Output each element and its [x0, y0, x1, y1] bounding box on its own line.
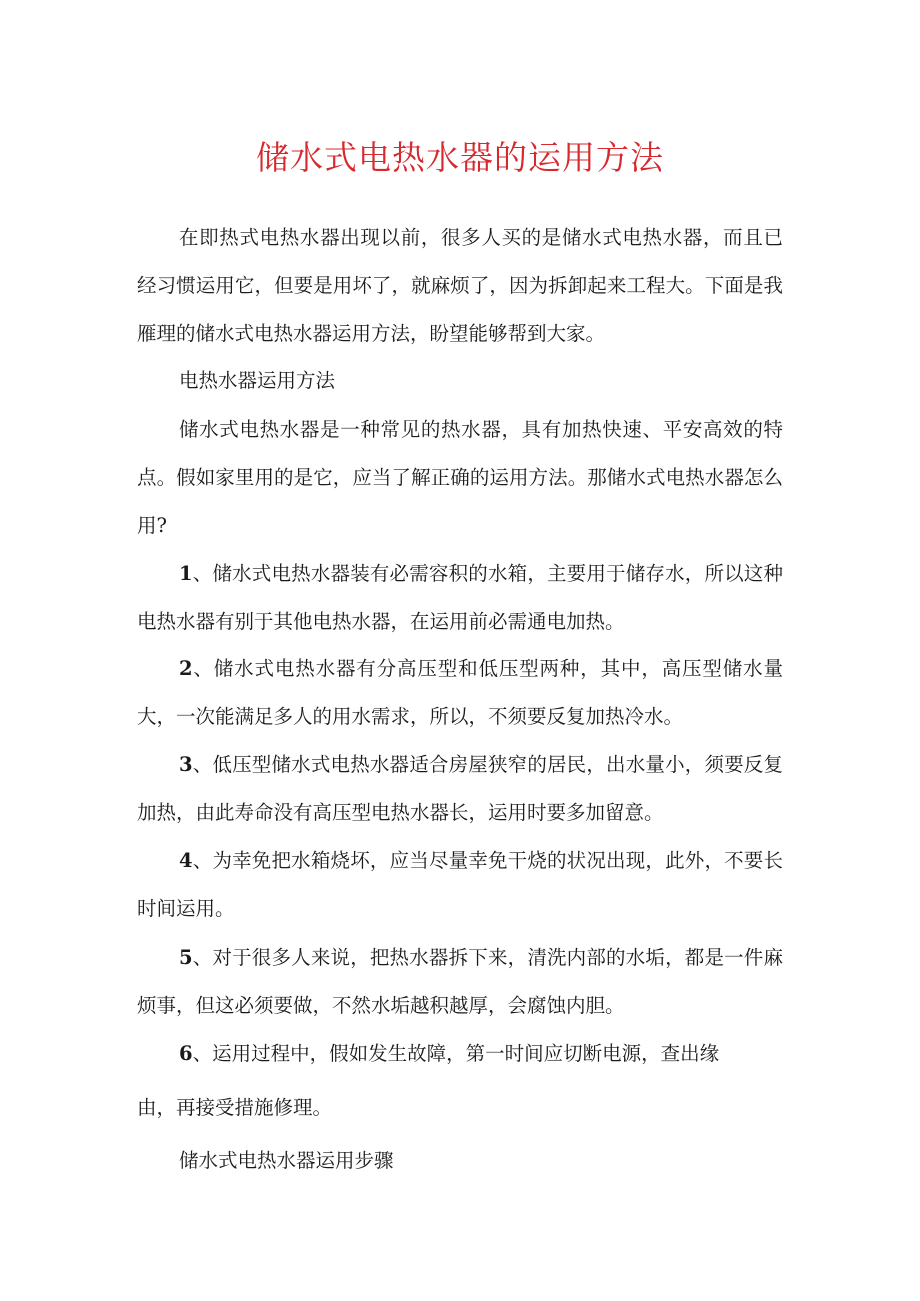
list-item-6-line2: 由，再接受措施修理。: [137, 1096, 333, 1119]
list-item-number: 1: [179, 562, 193, 585]
section-heading-usage: 电热水器运用方法: [179, 369, 336, 392]
list-item-text: 、为幸免把水箱烧坏，应当尽量幸免干烧的状况出现，此外，不要长时间运用。: [137, 849, 783, 920]
document-title: 储水式电热水器的运用方法: [256, 138, 664, 177]
section-heading-steps: 储水式电热水器运用步骤: [179, 1149, 394, 1172]
list-item-number: 2: [179, 657, 193, 680]
section-intro-paragraph: 储水式电热水器是一种常见的热水器，具有加热快速、平安高效的特点。假如家里用的是它，应当了解正确的运用方法。那储水式电热水器怎么用?: [137, 418, 783, 537]
intro-paragraph: 在即热式电热水器出现以前，很多人买的是储水式电热水器，而且已经习惯运用它，但要是用坏了，就麻烦了，因为拆卸起来工程大。下面是我雁理的储水式电热水器运用方法，盼望能够帮到大家。: [137, 226, 783, 345]
list-item-text: 、对于很多人来说，把热水器拆下来，清洗内部的水垢，都是一件麻烦事，但这必须要做，不然水垢越积越厚，会腐蚀内胆。: [137, 946, 783, 1017]
list-item-number: 3: [179, 753, 193, 776]
list-item-5: [137, 934, 783, 1030]
list-item-text: 、储水式电热水器装有必需容积的水箱，主要用于储存水，所以这种电热水器有别于其他电热水器，在运用前必需通电加热。: [137, 562, 783, 633]
list-item-number: 6: [179, 1042, 193, 1065]
list-item-6-line1: [179, 1030, 719, 1078]
list-item-number: 4: [179, 849, 193, 872]
list-item-number: 5: [179, 946, 193, 969]
list-item-text: 、低压型储水式电热水器适合房屋狭窄的居民，出水量小，须要反复加热，由此寿命没有高压型电热水器长，运用时要多加留意。: [137, 753, 783, 824]
list-item-text: 、储水式电热水器有分高压型和低压型两种，其中，高压型储水量大，一次能满足多人的用水需求，所以，不须要反复加热冷水。: [137, 657, 783, 728]
list-item-1: [137, 550, 783, 646]
list-item-text: 、运用过程中，假如发生故障，第一时间应切断电源，查出缘: [192, 1042, 720, 1065]
list-item-2: [137, 645, 783, 741]
list-item-4: [137, 837, 783, 933]
list-item-3: [137, 741, 783, 837]
